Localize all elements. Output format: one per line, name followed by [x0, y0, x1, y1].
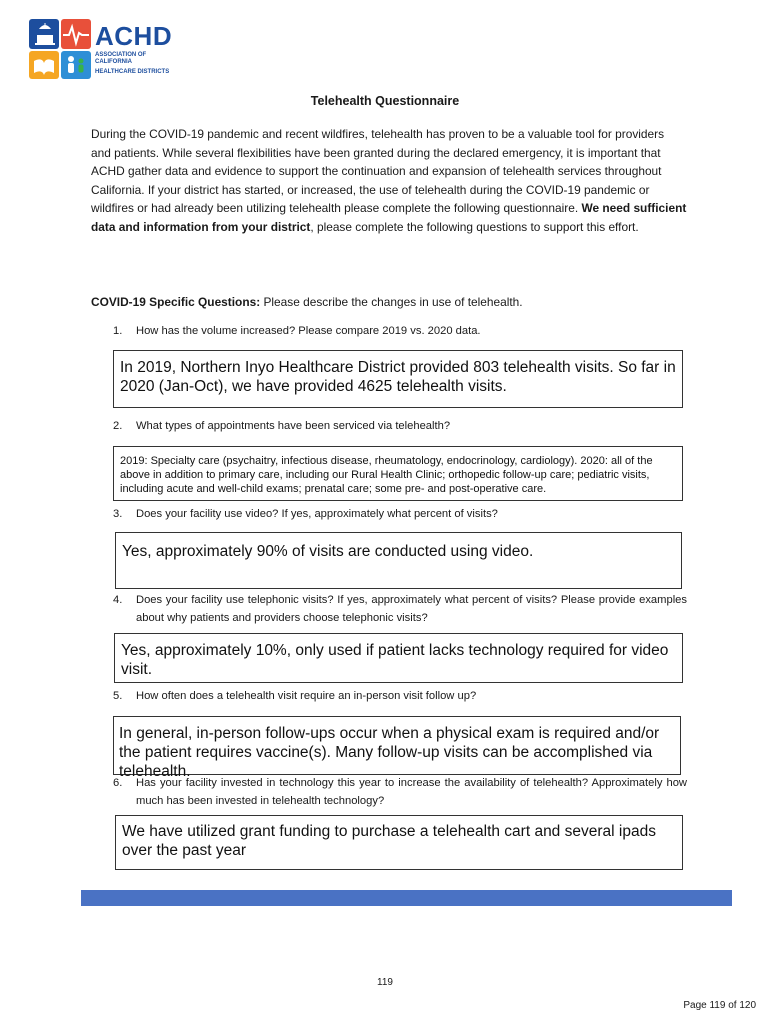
question-text: What types of appointments have been serviced via telehealth?: [136, 420, 451, 432]
question-text: How often does a telehealth visit require an in-person visit follow up?: [136, 690, 477, 702]
question-text: How has the volume increased? Please compare 2019 vs. 2020 data.: [136, 325, 481, 337]
intro-text-before: During the COVID-19 pandemic and recent wildfires, telehealth has proven to be a valuable tool for providers and patients. While several flexibilities have been granted during the declared emergency, it is important that ACHD gather data and evidence to support the continuation and expansion of telehealth services throughout California. If your district has started, or increased, the use of telehealth during the COVID-19 pandemic or wildfires or had already been utilizing telehealth please complete the following questionnaire.: [91, 127, 665, 216]
page-title: Telehealth Questionnaire: [310, 94, 460, 108]
question-4: [113, 591, 687, 628]
logo-text: [95, 23, 177, 76]
logo-acronym: ACHD: [95, 21, 173, 51]
question-number: 3.: [113, 508, 123, 520]
answer-field-1[interactable]: In 2019, Northern Inyo Healthcare District provided 803 telehealth visits. So far in 2020 (Jan-Oct), we have provided 4625 telehealth visits.: [113, 350, 683, 408]
achd-logo: [27, 17, 177, 81]
logo-subtitle-line2: HEALTHCARE DISTRICTS: [95, 69, 170, 75]
question-text: Does your facility use telephonic visits? If yes, approximately what percent of visits? Please provide examples about why patients and providers choose telephonic visits?: [136, 594, 687, 625]
intro-paragraph: [91, 125, 687, 237]
logo-subtitle-line1: ASSOCIATION OF CALIFORNIA: [95, 52, 147, 65]
intro-text-after: , please complete the following questions to support this effort.: [310, 219, 639, 234]
page-of-indicator: Page 119 of 120: [683, 1000, 756, 1011]
intro-bold: We need sufficient data and information from your district: [91, 201, 687, 234]
answer-field-4[interactable]: Yes, approximately 10%, only used if patient lacks technology required for video visit.: [114, 633, 683, 683]
answer-field-6[interactable]: We have utilized grant funding to purchase a telehealth cart and several ipads over the past year: [115, 815, 683, 870]
question-3: [113, 505, 687, 523]
section-heading-text: Please describe the changes in use of telehealth.: [260, 295, 523, 309]
answer-field-5[interactable]: In general, in-person follow-ups occur when a physical exam is required and/or the patient requires vaccine(s). Many follow-up visits can be accomplished via telehealth.: [113, 716, 681, 775]
question-6: [113, 774, 687, 811]
question-number: 1.: [113, 325, 123, 337]
question-text: Does your facility use video? If yes, approximately what percent of visits?: [136, 508, 498, 520]
answer-field-3[interactable]: Yes, approximately 90% of visits are conducted using video.: [115, 532, 682, 589]
question-5: [113, 687, 687, 705]
question-1: [113, 322, 687, 340]
question-number: 6.: [113, 777, 123, 789]
question-number: 2.: [113, 420, 123, 432]
question-2: [113, 417, 687, 435]
section-heading-bold: COVID-19 Specific Questions:: [91, 295, 261, 309]
section-heading: [91, 295, 523, 309]
achd-logo-mark-icon: [27, 17, 93, 81]
question-number: 5.: [113, 690, 123, 702]
answer-field-2[interactable]: 2019: Specialty care (psychaitry, infectious disease, rheumatology, endocrinology, cardiology). 2020: all of the above in addition to primary care, including our Rural Health Clinic; orthopedic follow-up care; pediatric visits, including acute and well-child exams; prenatal care; some pre- and post-operative care.: [113, 446, 683, 501]
page-number: 119: [377, 977, 393, 988]
question-text: Has your facility invested in technology this year to increase the availability of telehealth? Approximately how much has been invested in telehealth technology?: [136, 777, 687, 808]
footer-bar: [81, 890, 732, 906]
question-number: 4.: [113, 594, 123, 606]
